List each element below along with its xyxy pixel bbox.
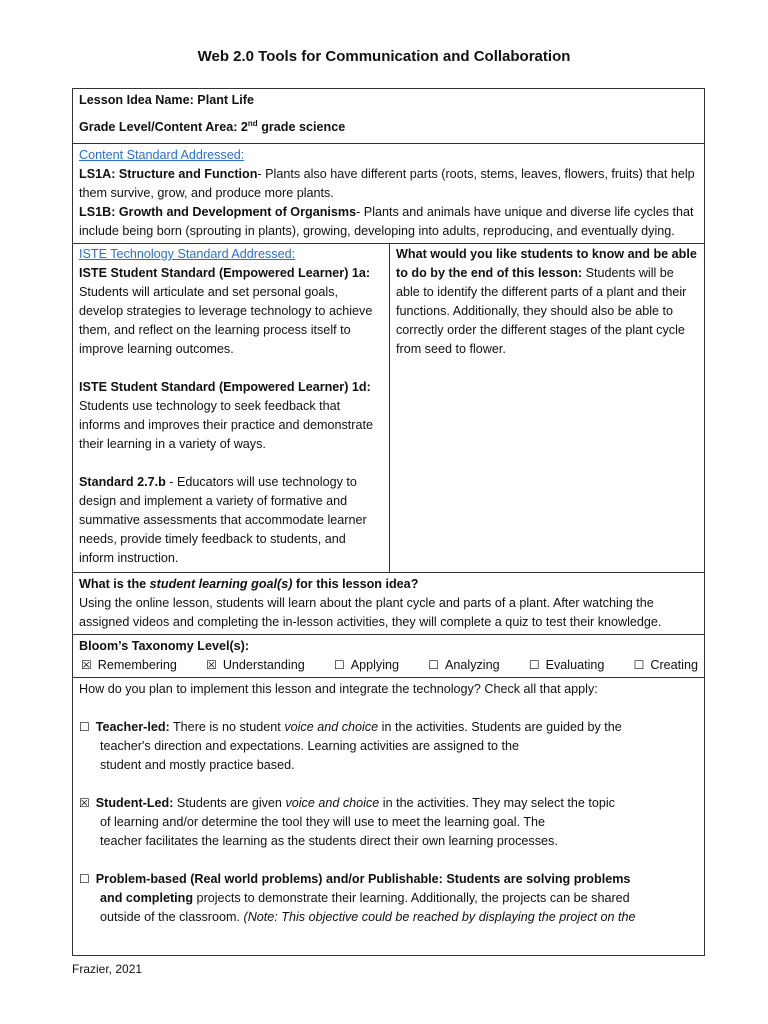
document-title: Web 2.0 Tools for Communication and Collaboration (197, 48, 571, 65)
implementation-question: How do you plan to implement this lesson and integrate the technology? Check all that apply: (79, 682, 598, 696)
checkbox-unchecked-icon[interactable]: ☐ (428, 658, 439, 672)
problem-based-option: ☐ Problem-based (Real world problems) and/or Publishable: Students are solving problems and completing projects to demonstrate their learning. Additionally, the projects can be shared outside of the classroom. (Note: This objective could be reached by displaying the project on the (79, 872, 636, 924)
bloom-level-understanding[interactable]: ☒ Understanding (206, 658, 305, 672)
blooms-heading: Bloom’s Taxonomy Level(s): (79, 639, 250, 653)
blooms-row (73, 635, 704, 678)
teacher-led-option: ☐ Teacher-led: There is no student voice and choice in the activities. Students are guided by the teacher's direction and expectations. Learning activities are assigned to the student and mostly practice based. (79, 720, 622, 772)
iste-1d-text: Students use technology to seek feedback that informs and improves their practice and demonstrate their learning in a variety of ways. (79, 399, 373, 451)
lesson-info-row (73, 89, 704, 144)
ls1b-standard: LS1B: Growth and Development of Organisms- Plants and animals have unique and diverse life cycles that include being born (sprouting in plants), growing, developing into adults, reproducing, and eventually dying. (79, 205, 694, 238)
checkbox-checked-icon[interactable]: ☒ (206, 658, 217, 672)
student-led-option: ☒ Student-Led: Students are given voice and choice in the activities. They may select the topic of learning and/or determine the tool they will use to meet the learning goal. The teacher facilitates the learning as the students direct their own learning processes. (79, 796, 615, 848)
standard-27b: Standard 2.7.b - Educators will use technology to design and implement a variety of formative and summative assessments that accommodate learner needs, provide timely feedback to students, and inform instruction. (79, 475, 367, 565)
iste-standard-heading: ISTE Technology Standard Addressed: (79, 247, 296, 261)
checkbox-unchecked-icon[interactable]: ☐ (79, 872, 90, 886)
iste-1d-label: ISTE Student Standard (Empowered Learner) 1d: (79, 380, 371, 394)
bloom-level-analyzing[interactable]: ☐ Analyzing (428, 658, 500, 672)
footer-credit: Frazier, 2021 (72, 962, 143, 976)
objectives-cell (390, 244, 704, 572)
standards-objectives-row (73, 244, 704, 573)
objectives-question: What would you like students to know and be able to do by the end of this lesson: (396, 247, 697, 280)
bloom-level-creating[interactable]: ☐ Creating (633, 658, 698, 672)
lesson-name: Lesson Idea Name: Plant Life (79, 93, 254, 107)
checkbox-unchecked-icon[interactable]: ☐ (633, 658, 645, 672)
lesson-plan-table (72, 88, 705, 956)
learning-goal-question: What is the student learning goal(s) for this lesson idea? (79, 577, 419, 591)
blooms-levels (79, 656, 698, 675)
iste-1a-text: Students will articulate and set personal goals, develop strategies to leverage technology to achieve them, and reflect on the learning process itself to improve learning outcomes. (79, 285, 373, 356)
checkbox-checked-icon[interactable]: ☒ (81, 658, 92, 672)
checkbox-unchecked-icon[interactable]: ☐ (528, 658, 540, 672)
checkbox-checked-icon[interactable]: ☒ (79, 796, 90, 810)
bloom-level-remembering[interactable]: ☒ Remembering (81, 658, 177, 672)
content-standard-row (73, 144, 704, 244)
bloom-level-evaluating[interactable]: ☐ Evaluating (528, 658, 605, 672)
iste-standard-cell (73, 244, 390, 572)
checkbox-unchecked-icon[interactable]: ☐ (333, 658, 345, 672)
content-standard-heading: Content Standard Addressed: (79, 148, 245, 162)
objectives-answer: Students will be able to identify the different parts of a plant and their functions. Additionally, they should also be able to correctly order the different stages of the plant cycle from seed to flower. (396, 266, 687, 356)
ls1a-standard: LS1A: Structure and Function- Plants also have different parts (roots, stems, leaves, flowers, fruits) that help them survive, grow, and produce more plants. (79, 167, 695, 200)
learning-goal-row (73, 573, 704, 635)
bloom-level-applying[interactable]: ☐ Applying (333, 658, 400, 672)
checkbox-unchecked-icon[interactable]: ☐ (79, 720, 90, 734)
iste-1a-label: ISTE Student Standard (Empowered Learner) 1a: (79, 266, 371, 280)
implementation-row (73, 678, 704, 929)
grade-level: Grade Level/Content Area: 2nd grade science (79, 118, 346, 134)
learning-goal-answer: Using the online lesson, students will learn about the plant cycle and parts of a plant. After watching the assigned videos and completing the in-lesson activities, they will complete a quiz to test their knowledge. (79, 596, 662, 629)
